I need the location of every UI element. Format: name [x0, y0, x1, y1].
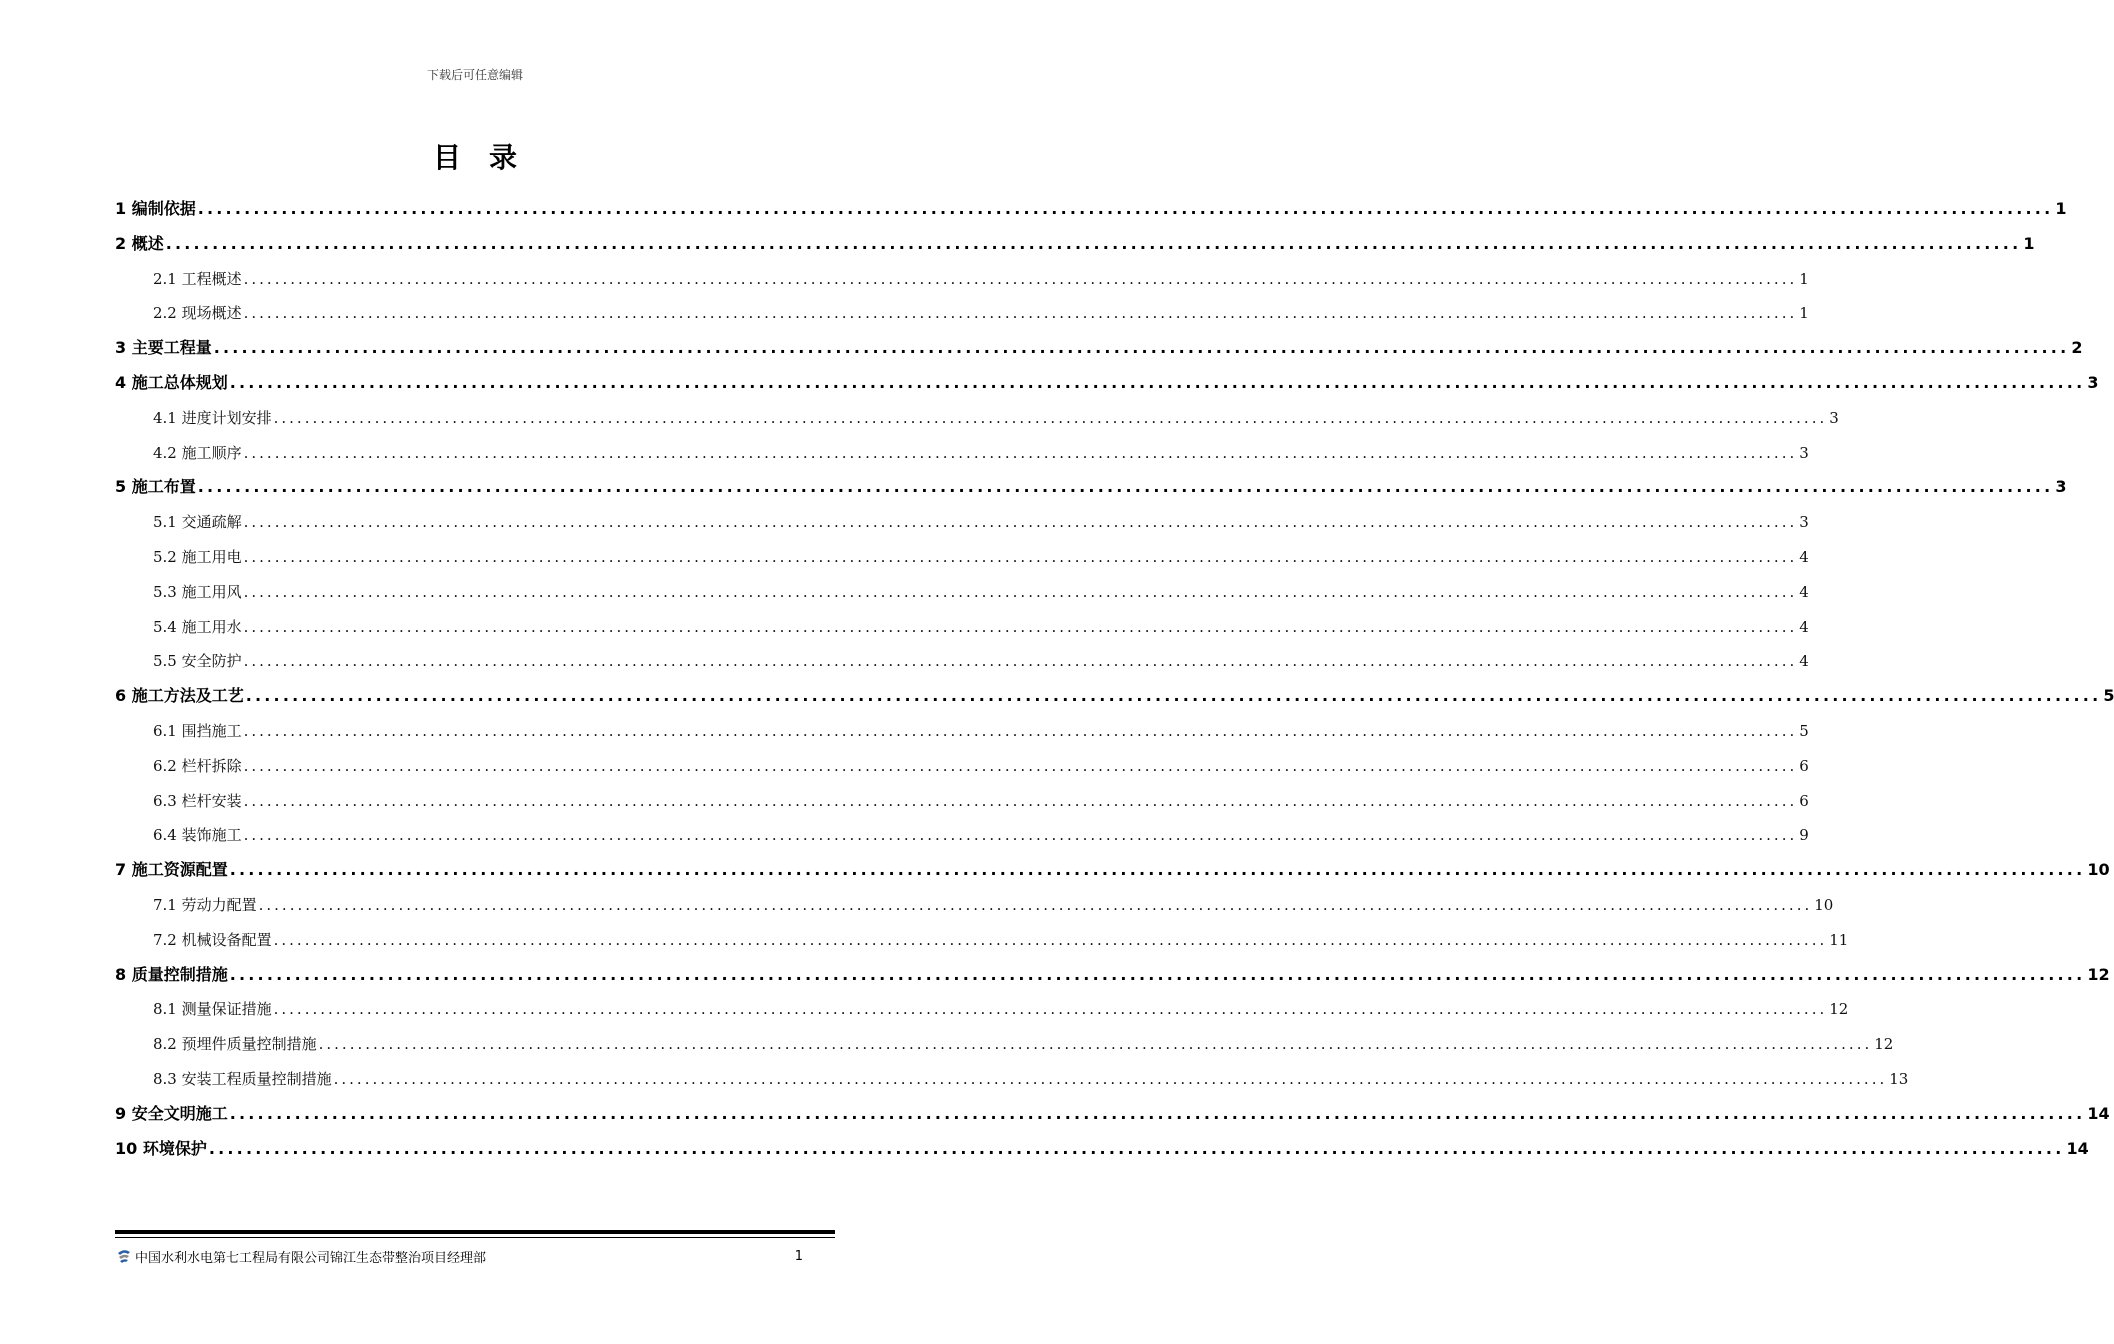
toc-dot-leader: ........................................................................................................................................................................................................	[273, 930, 1828, 949]
toc-entry[interactable]	[115, 192, 2067, 227]
header-note: 下载后可任意编辑	[426, 68, 523, 82]
toc-entry[interactable]	[115, 575, 1809, 610]
table-of-contents	[115, 192, 2114, 1166]
toc-entry-title: 2.1 工程概述	[153, 269, 242, 288]
toc-dot-leader: ........................................................................................................................................................................................................	[197, 199, 2054, 218]
toc-entry-page: 3	[2087, 372, 2099, 392]
toc-entry-title: 4 施工总体规划	[115, 372, 228, 392]
toc-entry[interactable]	[115, 888, 1834, 923]
toc-dot-leader: ........................................................................................................................................................................................................	[213, 338, 2070, 358]
toc-entry[interactable]	[115, 1027, 1894, 1062]
toc-entry-title: 2.2 现场概述	[153, 304, 242, 323]
company-logo-icon	[115, 1247, 133, 1265]
toc-dot-leader: ........................................................................................................................................................................................................	[243, 269, 1798, 288]
toc-dot-leader: ........................................................................................................................................................................................................	[165, 233, 2022, 253]
toc-dot-leader: ........................................................................................................................................................................................................	[243, 826, 1798, 845]
toc-entry-page: 12	[1829, 1000, 1849, 1019]
toc-entry[interactable]	[115, 714, 1809, 749]
toc-entry-title: 7.2 机械设备配置	[153, 930, 272, 949]
toc-entry[interactable]	[115, 784, 1809, 819]
toc-entry[interactable]	[115, 227, 2035, 262]
toc-entry-page: 9	[1799, 826, 1809, 845]
toc-entry-title: 6.1 围挡施工	[153, 721, 242, 740]
toc-entry-title: 6.3 栏杆安装	[153, 791, 242, 810]
toc-entry-page: 3	[1799, 443, 1809, 462]
toc-entry[interactable]	[115, 296, 1809, 331]
toc-entry-title: 8 质量控制措施	[115, 964, 228, 984]
toc-entry[interactable]	[115, 331, 2083, 366]
toc-entry-title: 6.4 装饰施工	[153, 826, 242, 845]
toc-entry-page: 1	[2055, 199, 2067, 218]
toc-entry[interactable]	[115, 749, 1809, 784]
toc-entry-page: 3	[1829, 408, 1839, 427]
toc-entry-page: 14	[2066, 1138, 2089, 1158]
toc-entry-title: 5.2 施工用电	[153, 547, 242, 566]
toc-entry-page: 6	[1799, 791, 1809, 810]
toc-entry-title: 6 施工方法及工艺	[115, 686, 244, 706]
toc-entry-title: 1 编制依据	[115, 199, 196, 218]
toc-entry-page: 10	[1814, 895, 1834, 914]
toc-entry-title: 8.2 预埋件质量控制措施	[153, 1035, 317, 1054]
footer-rule-thin	[115, 1237, 835, 1238]
toc-entry-page: 3	[2055, 477, 2067, 497]
toc-dot-leader: ........................................................................................................................................................................................................	[318, 1035, 1873, 1054]
toc-dot-leader: ........................................................................................................................................................................................................	[258, 895, 1813, 914]
toc-dot-leader: ........................................................................................................................................................................................................	[273, 1000, 1828, 1019]
toc-entry-page: 3	[1799, 513, 1809, 532]
toc-dot-leader: ........................................................................................................................................................................................................	[229, 964, 2086, 984]
toc-entry[interactable]	[115, 1097, 2110, 1132]
toc-entry[interactable]	[115, 853, 2110, 888]
toc-entry-page: 5	[1799, 721, 1809, 740]
toc-entry-page: 5	[2103, 686, 2114, 706]
toc-dot-leader: ........................................................................................................................................................................................................	[273, 408, 1828, 427]
toc-entry-title: 10 环境保护	[115, 1138, 207, 1158]
toc-entry[interactable]	[115, 436, 1809, 471]
toc-entry-page: 14	[2087, 1103, 2110, 1123]
toc-entry-page: 2	[2071, 338, 2083, 358]
toc-dot-leader: ........................................................................................................................................................................................................	[208, 1138, 2065, 1158]
toc-entry-title: 9 安全文明施工	[115, 1103, 228, 1123]
toc-dot-leader: ........................................................................................................................................................................................................	[243, 756, 1798, 775]
toc-entry-page: 4	[1799, 582, 1809, 601]
toc-entry-page: 4	[1799, 617, 1809, 636]
toc-entry[interactable]	[115, 610, 1809, 645]
toc-dot-leader: ........................................................................................................................................................................................................	[229, 1103, 2086, 1123]
toc-entry[interactable]	[115, 679, 2114, 714]
toc-entry-page: 4	[1799, 652, 1809, 671]
footer-rule-thick	[115, 1230, 835, 1234]
toc-entry-title: 5.5 安全防护	[153, 652, 242, 671]
toc-entry-page: 4	[1799, 547, 1809, 566]
toc-dot-leader: ........................................................................................................................................................................................................	[243, 443, 1798, 462]
toc-dot-leader: ........................................................................................................................................................................................................	[243, 791, 1798, 810]
toc-dot-leader: ........................................................................................................................................................................................................	[243, 513, 1798, 532]
page-footer	[115, 1244, 835, 1268]
toc-dot-leader: ........................................................................................................................................................................................................	[245, 686, 2102, 706]
toc-dot-leader: ........................................................................................................................................................................................................	[243, 617, 1798, 636]
toc-entry[interactable]	[115, 470, 2067, 505]
toc-entry-page: 1	[2023, 233, 2035, 253]
toc-entry[interactable]	[115, 505, 1809, 540]
toc-entry-page: 6	[1799, 756, 1809, 775]
footer-page-number: 1	[794, 1248, 803, 1264]
toc-entry-title: 7 施工资源配置	[115, 860, 228, 880]
toc-entry-title: 7.1 劳动力配置	[153, 895, 257, 914]
toc-entry[interactable]	[115, 958, 2110, 993]
toc-dot-leader: ........................................................................................................................................................................................................	[229, 372, 2086, 392]
toc-entry-title: 5.3 施工用风	[153, 582, 242, 601]
toc-entry-page: 12	[1874, 1035, 1894, 1054]
toc-entry[interactable]	[115, 644, 1809, 679]
toc-entry[interactable]	[115, 923, 1849, 958]
toc-entry-title: 4.2 施工顺序	[153, 443, 242, 462]
toc-entry-page: 1	[1799, 304, 1809, 323]
toc-entry-page: 11	[1829, 930, 1849, 949]
toc-entry-page: 1	[1799, 269, 1809, 288]
footer-organization: 中国水利水电第七工程局有限公司锦江生态带整治项目经理部	[135, 1250, 487, 1266]
toc-dot-leader: ........................................................................................................................................................................................................	[243, 652, 1798, 671]
toc-entry[interactable]	[115, 1062, 1909, 1097]
toc-entry-title: 2 概述	[115, 233, 164, 253]
toc-entry-title: 5 施工布置	[115, 477, 196, 497]
toc-entry[interactable]	[115, 818, 1809, 853]
toc-entry[interactable]	[115, 1132, 2089, 1167]
page-title: 目录	[432, 141, 545, 174]
toc-entry-page: 12	[2087, 964, 2110, 984]
toc-entry-title: 5.4 施工用水	[153, 617, 242, 636]
toc-dot-leader: ........................................................................................................................................................................................................	[229, 860, 2086, 880]
toc-entry-page: 10	[2087, 860, 2110, 880]
toc-entry-title: 6.2 栏杆拆除	[153, 756, 242, 775]
toc-entry[interactable]	[115, 540, 1809, 575]
toc-entry-title: 8.3 安装工程质量控制措施	[153, 1069, 332, 1088]
toc-dot-leader: ........................................................................................................................................................................................................	[333, 1069, 1888, 1088]
toc-dot-leader: ........................................................................................................................................................................................................	[243, 304, 1798, 323]
toc-entry-title: 4.1 进度计划安排	[153, 408, 272, 427]
toc-dot-leader: ........................................................................................................................................................................................................	[197, 477, 2054, 497]
toc-entry-title: 5.1 交通疏解	[153, 513, 242, 532]
toc-dot-leader: ........................................................................................................................................................................................................	[243, 721, 1798, 740]
toc-dot-leader: ........................................................................................................................................................................................................	[243, 547, 1798, 566]
toc-entry-title: 3 主要工程量	[115, 338, 212, 358]
toc-entry[interactable]	[115, 366, 2099, 401]
toc-dot-leader: ........................................................................................................................................................................................................	[243, 582, 1798, 601]
toc-entry-title: 8.1 测量保证措施	[153, 1000, 272, 1019]
toc-entry-page: 13	[1889, 1069, 1909, 1088]
toc-entry[interactable]	[115, 401, 1839, 436]
toc-entry[interactable]	[115, 992, 1849, 1027]
toc-entry[interactable]	[115, 262, 1809, 297]
